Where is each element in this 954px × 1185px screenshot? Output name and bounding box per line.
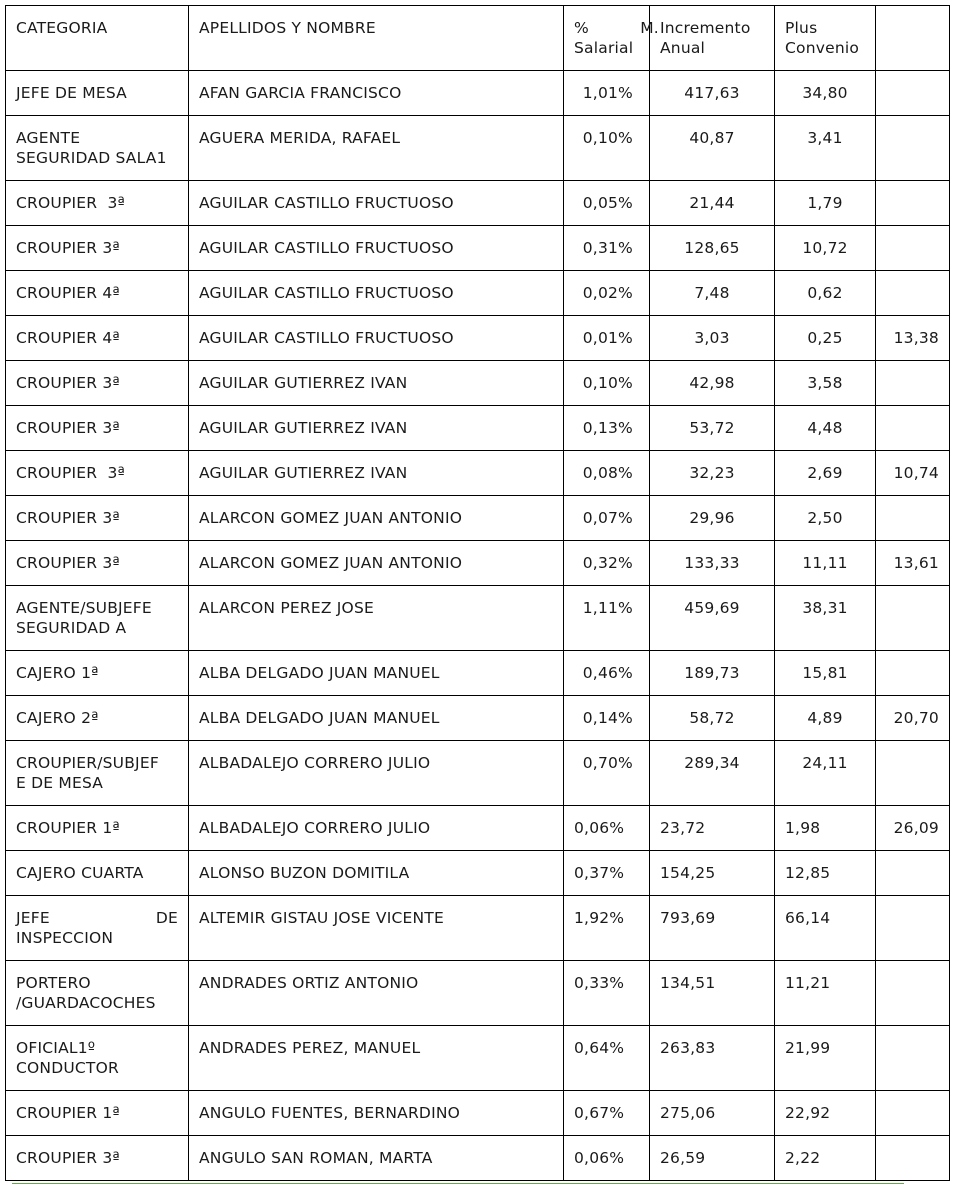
cell-categoria: CAJERO CUARTA xyxy=(6,851,189,896)
cell-pct: 0,64% xyxy=(564,1026,650,1091)
cell-categoria: CROUPIER 1ª xyxy=(6,1091,189,1136)
cell-nombre: AGUILAR CASTILLO FRUCTUOSO xyxy=(189,181,564,226)
cell-nombre: ALTEMIR GISTAU JOSE VICENTE xyxy=(189,896,564,961)
cell-pct: 0,70% xyxy=(564,741,650,806)
categoria-line2: CONDUCTOR xyxy=(16,1058,119,1077)
cell-pct: 1,01% xyxy=(564,71,650,116)
cell-plus: 10,72 xyxy=(775,226,876,271)
cell-categoria: CROUPIER 3ª xyxy=(6,181,189,226)
cell-incremento: 154,25 xyxy=(650,851,775,896)
cell-nombre: AGUILAR CASTILLO FRUCTUOSO xyxy=(189,226,564,271)
cell-total: 13,38 xyxy=(876,316,950,361)
cell-categoria: CAJERO 1ª xyxy=(6,651,189,696)
table-row xyxy=(6,361,950,406)
footer-divider xyxy=(12,1183,904,1184)
cell-plus: 11,21 xyxy=(775,961,876,1026)
cell-incremento: 23,72 xyxy=(650,806,775,851)
table-row xyxy=(6,1026,950,1091)
cell-total xyxy=(876,961,950,1026)
cell-categoria: CROUPIER 3ª xyxy=(6,541,189,586)
cell-plus: 3,41 xyxy=(775,116,876,181)
cell-total: 20,70 xyxy=(876,696,950,741)
cell-nombre: ALARCON GOMEZ JUAN ANTONIO xyxy=(189,496,564,541)
cell-incremento: 189,73 xyxy=(650,651,775,696)
header-plus-line2: Convenio xyxy=(785,38,860,57)
cell-plus: 11,11 xyxy=(775,541,876,586)
cell-plus: 2,22 xyxy=(775,1136,876,1181)
cell-incremento: 40,87 xyxy=(650,116,775,181)
cell-pct: 0,37% xyxy=(564,851,650,896)
categoria-line2: E DE MESA xyxy=(16,773,104,792)
cell-total xyxy=(876,71,950,116)
cell-nombre: ANGULO SAN ROMAN, MARTA xyxy=(189,1136,564,1181)
cell-categoria: CROUPIER 1ª xyxy=(6,806,189,851)
cell-categoria xyxy=(6,961,189,1026)
cell-plus: 22,92 xyxy=(775,1091,876,1136)
cell-incremento: 134,51 xyxy=(650,961,775,1026)
table-row xyxy=(6,741,950,806)
cell-pct: 0,33% xyxy=(564,961,650,1026)
cell-incremento: 128,65 xyxy=(650,226,775,271)
cell-pct: 0,06% xyxy=(564,1136,650,1181)
cell-incremento: 3,03 xyxy=(650,316,775,361)
table-row xyxy=(6,181,950,226)
cell-incremento: 7,48 xyxy=(650,271,775,316)
header-categoria: CATEGORIA xyxy=(6,6,189,71)
header-pct-line2: Salarial xyxy=(574,38,634,57)
cell-incremento: 289,34 xyxy=(650,741,775,806)
cell-plus: 21,99 xyxy=(775,1026,876,1091)
table-row xyxy=(6,651,950,696)
categoria-line2: INSPECCION xyxy=(16,928,114,947)
cell-incremento: 793,69 xyxy=(650,896,775,961)
cell-plus: 1,79 xyxy=(775,181,876,226)
cell-total xyxy=(876,271,950,316)
cell-nombre: ALARCON PEREZ JOSE xyxy=(189,586,564,651)
cell-incremento: 417,63 xyxy=(650,71,775,116)
table-row xyxy=(6,406,950,451)
table-row xyxy=(6,851,950,896)
cell-incremento: 26,59 xyxy=(650,1136,775,1181)
cell-pct: 0,01% xyxy=(564,316,650,361)
cell-categoria: CROUPIER 3ª xyxy=(6,226,189,271)
cell-plus: 0,25 xyxy=(775,316,876,361)
cell-nombre: AGUILAR CASTILLO FRUCTUOSO xyxy=(189,271,564,316)
cell-categoria xyxy=(6,1026,189,1091)
table-row xyxy=(6,541,950,586)
categoria-line2: /GUARDACOCHES xyxy=(16,993,156,1012)
cell-pct: 0,13% xyxy=(564,406,650,451)
cell-nombre: ANDRADES ORTIZ ANTONIO xyxy=(189,961,564,1026)
cell-categoria: CROUPIER 4ª xyxy=(6,316,189,361)
cell-total xyxy=(876,586,950,651)
cell-pct: 0,07% xyxy=(564,496,650,541)
table-row xyxy=(6,586,950,651)
cell-pct: 0,08% xyxy=(564,451,650,496)
cell-nombre: ALBADALEJO CORRERO JULIO xyxy=(189,741,564,806)
cell-incremento: 29,96 xyxy=(650,496,775,541)
cell-nombre: ALARCON GOMEZ JUAN ANTONIO xyxy=(189,541,564,586)
cell-total: 13,61 xyxy=(876,541,950,586)
categoria-line1: PORTERO xyxy=(16,974,91,992)
table-row xyxy=(6,961,950,1026)
header-pct xyxy=(564,6,659,71)
cell-plus: 66,14 xyxy=(775,896,876,961)
cell-incremento: 263,83 xyxy=(650,1026,775,1091)
table-row xyxy=(6,116,950,181)
cell-total xyxy=(876,851,950,896)
cell-incremento: 53,72 xyxy=(650,406,775,451)
cell-total xyxy=(876,496,950,541)
header-row xyxy=(6,6,950,71)
cell-total xyxy=(876,361,950,406)
cell-pct: 1,11% xyxy=(564,586,650,651)
categoria-line2: SEGURIDAD A xyxy=(16,618,127,637)
cell-plus: 0,62 xyxy=(775,271,876,316)
cell-total xyxy=(876,226,950,271)
cell-pct: 0,32% xyxy=(564,541,650,586)
cell-categoria: CROUPIER 4ª xyxy=(6,271,189,316)
cell-total xyxy=(876,181,950,226)
cell-nombre: AGUILAR GUTIERREZ IVAN xyxy=(189,406,564,451)
cell-nombre: AGUILAR CASTILLO FRUCTUOSO xyxy=(189,316,564,361)
cell-categoria: CROUPIER 3ª xyxy=(6,1136,189,1181)
cell-pct: 0,14% xyxy=(564,696,650,741)
cell-categoria: CROUPIER 3ª xyxy=(6,496,189,541)
cell-nombre: AGUERA MERIDA, RAFAEL xyxy=(189,116,564,181)
cell-incremento: 21,44 xyxy=(650,181,775,226)
table-row xyxy=(6,451,950,496)
cell-pct: 0,06% xyxy=(564,806,650,851)
cell-plus: 3,58 xyxy=(775,361,876,406)
salary-table xyxy=(5,5,950,1181)
cell-plus: 15,81 xyxy=(775,651,876,696)
categoria-line1: JEFE DE xyxy=(16,909,178,927)
cell-incremento: 32,23 xyxy=(650,451,775,496)
cell-pct: 0,46% xyxy=(564,651,650,696)
header-plus-line1: Plus xyxy=(785,19,818,37)
table-row xyxy=(6,1091,950,1136)
cell-categoria xyxy=(6,741,189,806)
cell-categoria xyxy=(6,116,189,181)
table-row xyxy=(6,316,950,361)
header-total xyxy=(876,6,950,71)
categoria-line1: CROUPIER/SUBJEF xyxy=(16,754,159,772)
table-row xyxy=(6,271,950,316)
categoria-line1: AGENTE/SUBJEFE xyxy=(16,599,152,617)
cell-categoria: JEFE DE MESA xyxy=(6,71,189,116)
cell-categoria xyxy=(6,586,189,651)
cell-plus: 2,50 xyxy=(775,496,876,541)
cell-categoria: CAJERO 2ª xyxy=(6,696,189,741)
cell-incremento: 42,98 xyxy=(650,361,775,406)
categoria-line2: SEGURIDAD SALA1 xyxy=(16,148,167,167)
cell-nombre: AFAN GARCIA FRANCISCO xyxy=(189,71,564,116)
cell-incremento: 133,33 xyxy=(650,541,775,586)
cell-nombre: AGUILAR GUTIERREZ IVAN xyxy=(189,361,564,406)
cell-total xyxy=(876,406,950,451)
header-pct-line1: % M. xyxy=(574,19,659,37)
cell-plus: 4,89 xyxy=(775,696,876,741)
cell-total xyxy=(876,116,950,181)
cell-plus: 2,69 xyxy=(775,451,876,496)
cell-total xyxy=(876,1136,950,1181)
cell-nombre: AGUILAR GUTIERREZ IVAN xyxy=(189,451,564,496)
cell-total xyxy=(876,1026,950,1091)
cell-incremento: 58,72 xyxy=(650,696,775,741)
header-incremento-line1: Incremento xyxy=(660,19,751,37)
cell-nombre: ANDRADES PEREZ, MANUEL xyxy=(189,1026,564,1091)
cell-categoria xyxy=(6,896,189,961)
cell-nombre: ALBA DELGADO JUAN MANUEL xyxy=(189,651,564,696)
table-row xyxy=(6,71,950,116)
cell-total: 10,74 xyxy=(876,451,950,496)
cell-pct: 0,02% xyxy=(564,271,650,316)
cell-nombre: ALBADALEJO CORRERO JULIO xyxy=(189,806,564,851)
cell-pct: 0,10% xyxy=(564,361,650,406)
cell-categoria: CROUPIER 3ª xyxy=(6,406,189,451)
cell-plus: 4,48 xyxy=(775,406,876,451)
cell-pct: 1,92% xyxy=(564,896,650,961)
cell-nombre: ALONSO BUZON DOMITILA xyxy=(189,851,564,896)
cell-plus: 38,31 xyxy=(775,586,876,651)
cell-total xyxy=(876,896,950,961)
cell-plus: 24,11 xyxy=(775,741,876,806)
cell-incremento: 275,06 xyxy=(650,1091,775,1136)
cell-categoria: CROUPIER 3ª xyxy=(6,451,189,496)
header-plus xyxy=(775,6,876,71)
cell-total xyxy=(876,1091,950,1136)
categoria-line1: OFICIAL1º xyxy=(16,1039,96,1057)
cell-total: 26,09 xyxy=(876,806,950,851)
cell-plus: 34,80 xyxy=(775,71,876,116)
header-incremento xyxy=(650,6,775,71)
categoria-line1: AGENTE xyxy=(16,129,81,147)
cell-plus: 1,98 xyxy=(775,806,876,851)
cell-pct: 0,05% xyxy=(564,181,650,226)
cell-pct: 0,10% xyxy=(564,116,650,181)
cell-pct: 0,31% xyxy=(564,226,650,271)
cell-plus: 12,85 xyxy=(775,851,876,896)
table-row xyxy=(6,226,950,271)
cell-categoria: CROUPIER 3ª xyxy=(6,361,189,406)
cell-total xyxy=(876,741,950,806)
table-row xyxy=(6,896,950,961)
cell-nombre: ANGULO FUENTES, BERNARDINO xyxy=(189,1091,564,1136)
table-row xyxy=(6,496,950,541)
cell-nombre: ALBA DELGADO JUAN MANUEL xyxy=(189,696,564,741)
header-apellidos: APELLIDOS Y NOMBRE xyxy=(189,6,564,71)
header-incremento-line2: Anual xyxy=(660,38,706,57)
table-row xyxy=(6,1136,950,1181)
cell-incremento: 459,69 xyxy=(650,586,775,651)
table-row xyxy=(6,696,950,741)
cell-total xyxy=(876,651,950,696)
cell-pct: 0,67% xyxy=(564,1091,650,1136)
table-row xyxy=(6,806,950,851)
